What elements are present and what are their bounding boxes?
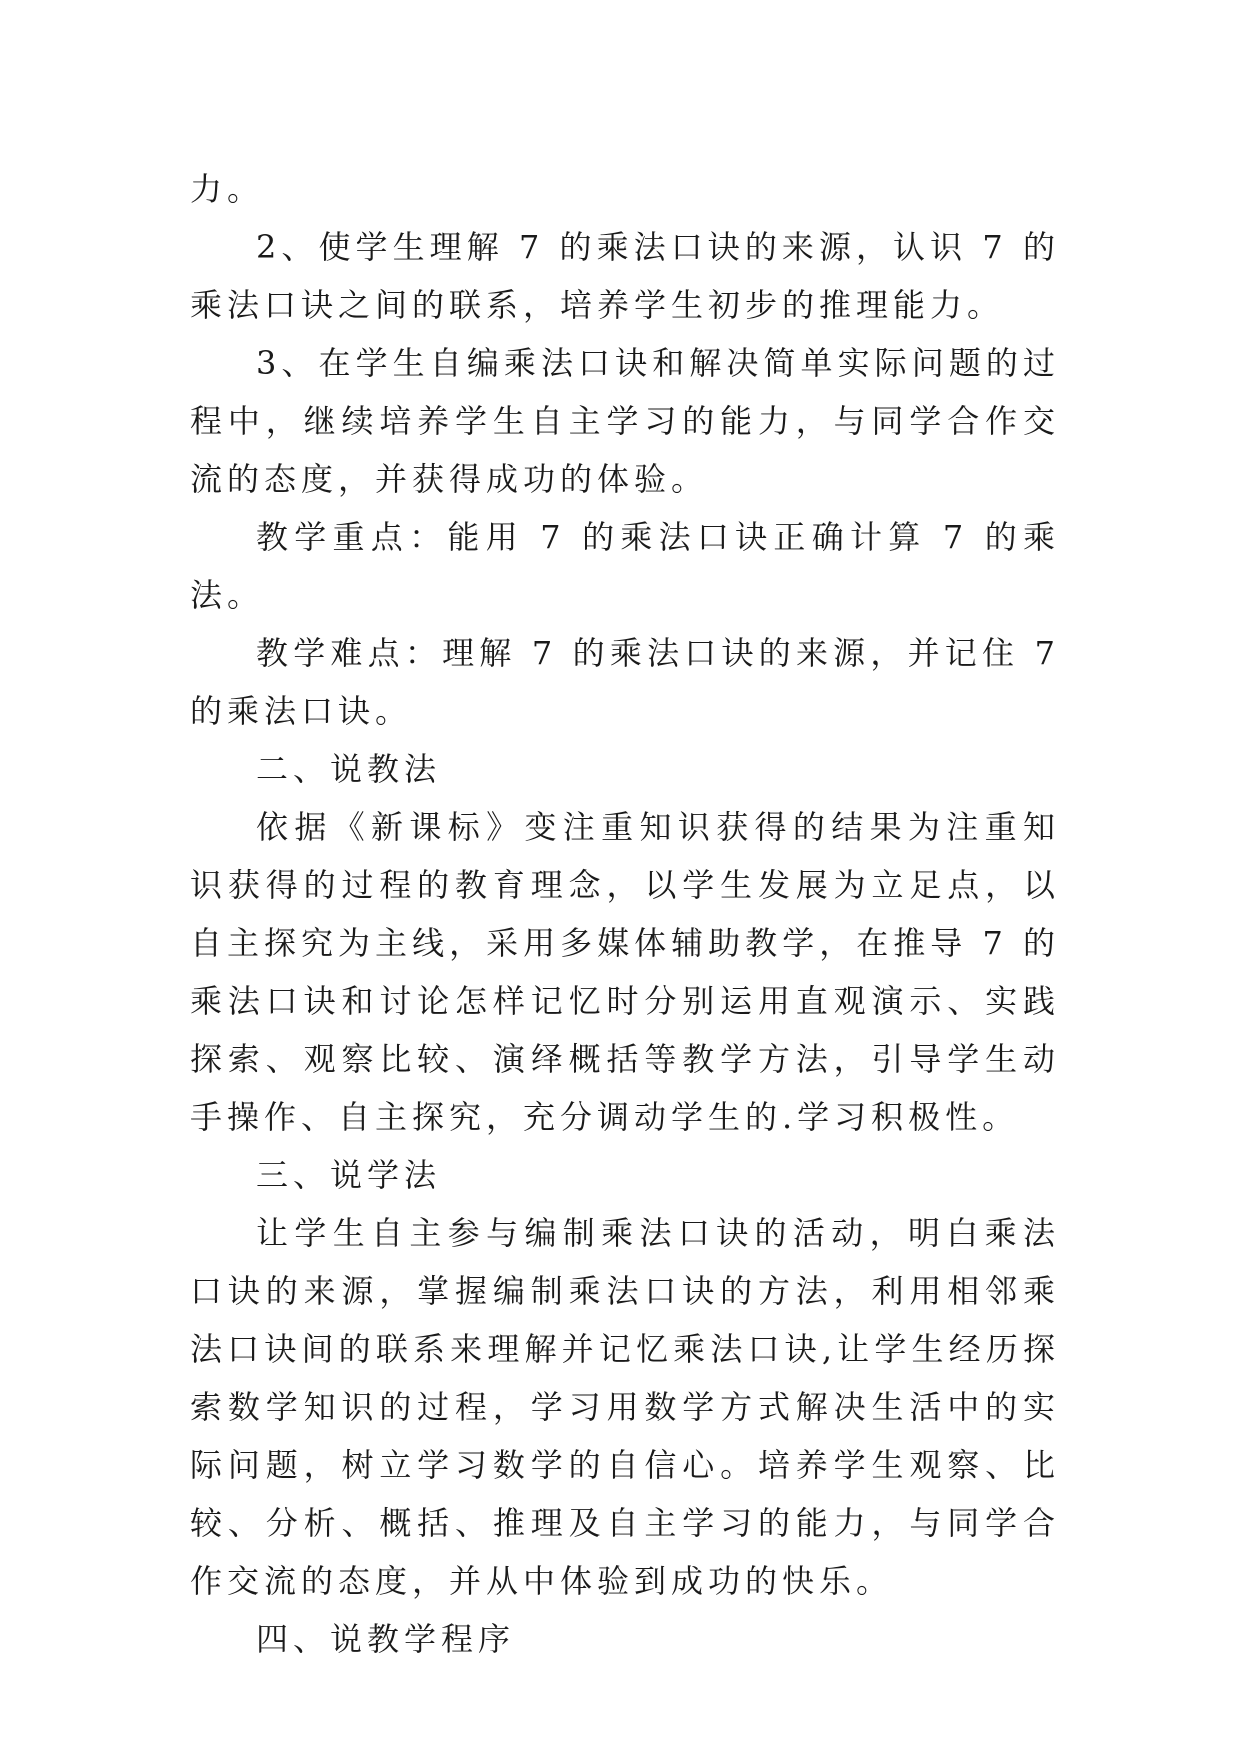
- paragraph-teaching-method: 依据《新课标》变注重知识获得的结果为注重知识获得的过程的教育理念，以学生发展为立足点，以自主探究为主线，采用多媒体辅助教学，在推导 7 的乘法口诀和讨论怎样记忆时分别运用直观演示、实践探索、观察比较、演绎概括等教学方法，引导学生动手操作、自主探究，充分调动学生的.学习积极性。: [190, 808, 1060, 1136]
- paragraph-continuation: 力。: [190, 170, 265, 208]
- paragraph-teaching-difficulty: 教学难点：理解 7 的乘法口诀的来源，并记住 7 的乘法口诀。: [190, 634, 1060, 730]
- paragraph-teaching-focus: 教学重点：能用 7 的乘法口诀正确计算 7 的乘法。: [190, 518, 1060, 614]
- section-heading-teaching-procedure: 四、说教学程序: [256, 1620, 516, 1658]
- section-heading-learning-method: 三、说学法: [256, 1156, 442, 1194]
- section-heading-teaching-method: 二、说教法: [256, 750, 442, 788]
- paragraph-objective-2: 2、使学生理解 7 的乘法口诀的来源，认识 7 的乘法口诀之间的联系，培养学生初步的推理能力。: [190, 228, 1060, 324]
- paragraph-learning-method: 让学生自主参与编制乘法口诀的活动，明白乘法口诀的来源，掌握编制乘法口诀的方法，利用相邻乘法口诀间的联系来理解并记忆乘法口诀,让学生经历探索数学知识的过程，学习用数学方式解决生活中的实际问题，树立学习数学的自信心。培养学生观察、比较、分析、概括、推理及自主学习的能力，与同学合作交流的态度，并从中体验到成功的快乐。: [190, 1214, 1060, 1600]
- document-body: [190, 160, 1060, 1668]
- paragraph-objective-3: 3、在学生自编乘法口诀和解决简单实际问题的过程中，继续培养学生自主学习的能力，与同学合作交流的态度，并获得成功的体验。: [190, 344, 1060, 498]
